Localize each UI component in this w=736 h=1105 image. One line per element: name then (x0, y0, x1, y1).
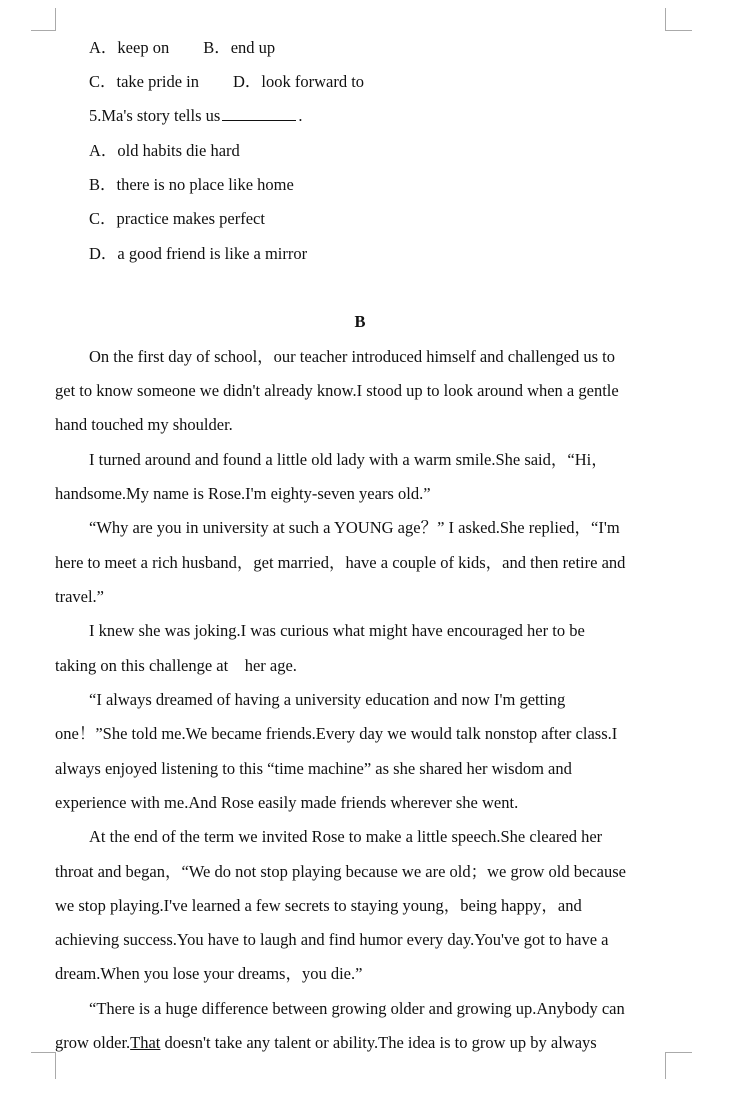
passage-line: taking on this challenge at her age. (55, 656, 297, 675)
passage-line: always enjoyed listening to this “time machine” as she shared her wisdom and (55, 759, 572, 778)
passage-line: one！”She told me.We became friends.Every day we would talk nonstop after class.I (55, 724, 618, 743)
q5-option-c-label: C． (89, 209, 117, 228)
q4-options-row-cd (89, 72, 364, 92)
q5-option-b (89, 175, 294, 195)
passage-line: At the end of the term we invited Rose to make a little speech.She cleared her (89, 827, 603, 846)
q5-option-a-label: A． (89, 141, 118, 160)
section-title: B (354, 312, 366, 331)
passage-line: I turned around and found a little old lady with a warm smile.She said，“Hi， (89, 450, 608, 469)
passage-line: we stop playing.I've learned a few secrets to staying young，being happy，and (55, 896, 582, 915)
passage-line: “There is a huge difference between growing older and growing up.Anybody can (89, 999, 625, 1018)
passage-line-last (55, 1033, 597, 1053)
passage-line: here to meet a rich husband，get married，have a couple of kids，and then retire and (55, 553, 626, 572)
page-corner-mark-bottom-right (665, 1052, 692, 1079)
q4-option-a-label: A． (89, 38, 118, 57)
last-line-end: doesn't take any talent or ability.The idea is to grow up by always (160, 1033, 597, 1052)
q5-option-a-text: old habits die hard (117, 141, 240, 160)
q4-option-d-text: look forward to (261, 72, 365, 91)
page-corner-mark-bottom-left (31, 1052, 56, 1079)
passage-line: experience with me.And Rose easily made friends wherever she went. (55, 793, 519, 812)
passage-line: achieving success.You have to laugh and find humor every day.You've got to have a (55, 930, 609, 949)
passage-line: handsome.My name is Rose.I'm eighty-seven years old.” (55, 484, 431, 503)
q4-option-a-text: keep on (117, 38, 170, 57)
passage-line: throat and began，“We do not stop playing because we are old；we grow old because (55, 862, 626, 881)
q5-option-c-text: practice makes perfect (116, 209, 265, 228)
answer-blank (222, 106, 296, 121)
q4-option-c-label: C． (89, 72, 117, 91)
page-corner-mark-top-right (665, 8, 692, 31)
q4-options-row-ab (89, 38, 275, 58)
q5-option-d-label: D． (89, 244, 118, 263)
q4-option-b-label: B． (203, 38, 231, 57)
passage-line: “I always dreamed of having a university education and now I'm getting (89, 690, 566, 709)
passage-line: “Why are you in university at such a YOUNG age？” I asked.She replied，“I'm (89, 518, 620, 537)
q4-option-b-text: end up (230, 38, 276, 57)
q5-stem (89, 106, 302, 126)
passage-line: travel.” (55, 587, 105, 606)
page-corner-mark-top-left (31, 8, 56, 31)
last-line-start: grow older. (55, 1033, 131, 1052)
passage-line: I knew she was joking.I was curious what might have encouraged her to be (89, 621, 585, 640)
passage-line: get to know someone we didn't already know.I stood up to look around when a gentle (55, 381, 619, 400)
passage-line: On the first day of school，our teacher introduced himself and challenged us to (89, 347, 616, 366)
passage-line: hand touched my shoulder. (55, 415, 233, 434)
q5-option-d (89, 244, 307, 264)
q5-stem-end: . (298, 106, 303, 125)
q4-option-c-text: take pride in (116, 72, 199, 91)
q5-option-b-text: there is no place like home (116, 175, 294, 194)
passage-line: dream.When you lose your dreams，you die.” (55, 964, 363, 983)
q5-option-d-text: a good friend is like a mirror (117, 244, 308, 263)
q5-option-a (89, 141, 240, 161)
q4-option-d-label: D． (232, 72, 262, 91)
q5-stem-start: 5.Ma's story tells us (89, 106, 221, 125)
q5-option-c (89, 209, 265, 229)
q5-option-b-label: B． (89, 175, 117, 194)
underlined-word: That (130, 1033, 161, 1052)
